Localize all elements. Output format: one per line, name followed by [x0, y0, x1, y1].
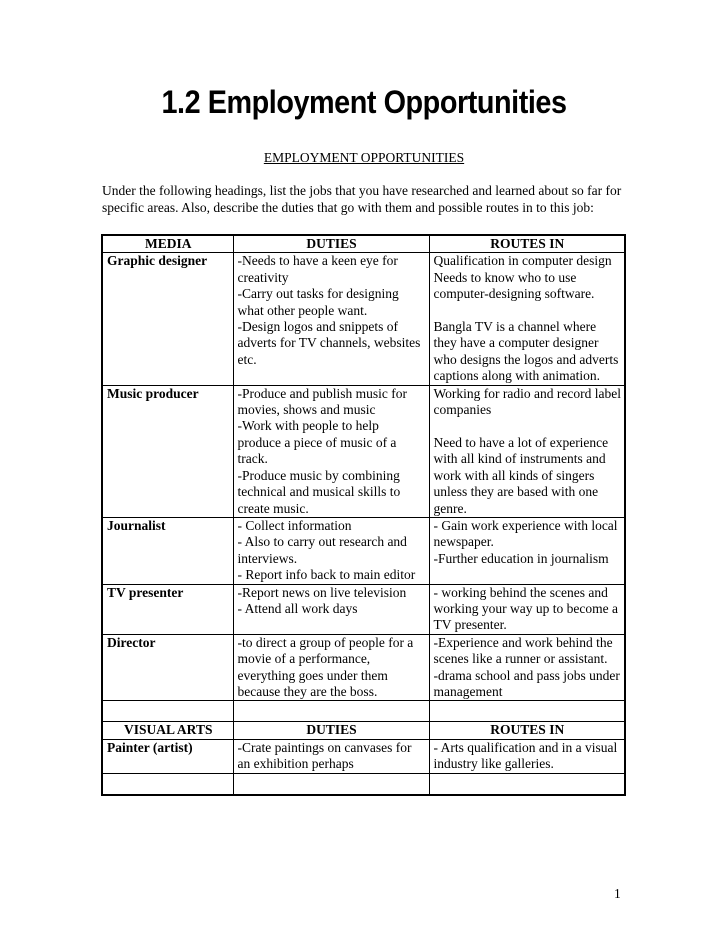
intro-paragraph: Under the following headings, list the jobs that you have researched and learned about so far for specific areas. Also, describe the duties that go with them and possible routes in to this job:: [102, 183, 622, 215]
header-routes-in: ROUTES IN: [429, 722, 625, 739]
empty-cell: [233, 701, 429, 722]
header-duties: DUTIES: [233, 235, 429, 253]
table-row: [102, 385, 625, 517]
duties-cell: - Collect information - Also to carry out research and interviews. - Report info back to main editor: [233, 517, 429, 584]
table-row: [102, 584, 625, 634]
empty-cell: [102, 773, 233, 795]
job-cell: TV presenter: [102, 584, 233, 634]
table-header-row: [102, 235, 625, 253]
job-cell: Director: [102, 634, 233, 701]
job-cell: Graphic designer: [102, 253, 233, 385]
duties-cell: -Report news on live television - Attend all work days: [233, 584, 429, 634]
table-header-row: [102, 722, 625, 739]
page-number: 1: [614, 886, 621, 901]
duties-cell: -Needs to have a keen eye for creativity -Carry out tasks for designing what other people want. -Design logos and snippets of adverts for TV channels, websites etc.: [233, 253, 429, 385]
header-visual-arts: VISUAL ARTS: [102, 722, 233, 739]
duties-cell: -Crate paintings on canvases for an exhibition perhaps: [233, 739, 429, 773]
empty-cell: [429, 701, 625, 722]
routes-cell: Working for radio and record label companies Need to have a lot of experience with all kind of instruments and work with all kinds of singers unless they are based with one genre.: [429, 385, 625, 517]
job-cell: Journalist: [102, 517, 233, 584]
table-row: [102, 739, 625, 773]
table-spacer-row: [102, 773, 625, 795]
table-spacer-row: [102, 701, 625, 722]
header-routes-in: ROUTES IN: [429, 235, 625, 253]
empty-cell: [233, 773, 429, 795]
routes-cell: - Arts qualification and in a visual industry like galleries.: [429, 739, 625, 773]
header-media: MEDIA: [102, 235, 233, 253]
table-row: [102, 634, 625, 701]
job-cell: Painter (artist): [102, 739, 233, 773]
routes-cell: - Gain work experience with local newspaper. -Further education in journalism: [429, 517, 625, 584]
page-title: 1.2 Employment Opportunities: [161, 84, 567, 120]
job-cell: Music producer: [102, 385, 233, 517]
table-row: [102, 253, 625, 385]
duties-cell: -Produce and publish music for movies, shows and music -Work with people to help produce a piece of music of a track. -Produce music by combining technical and musical skills to create music.: [233, 385, 429, 517]
routes-cell: Qualification in computer design Needs to know who to use computer-designing software. Bangla TV is a channel where they have a computer designer who designs the logos and adverts captions along with animation.: [429, 253, 625, 385]
page-subtitle: EMPLOYMENT OPPORTUNITIES: [263, 150, 465, 165]
table-row: [102, 517, 625, 584]
routes-cell: - working behind the scenes and working your way up to become a TV presenter.: [429, 584, 625, 634]
empty-cell: [429, 773, 625, 795]
empty-cell: [102, 701, 233, 722]
opportunities-table: [101, 234, 626, 796]
duties-cell: -to direct a group of people for a movie of a performance, everything goes under them because they are the boss.: [233, 634, 429, 701]
routes-cell: -Experience and work behind the scenes like a runner or assistant. -drama school and pass jobs under management: [429, 634, 625, 701]
header-duties: DUTIES: [233, 722, 429, 739]
